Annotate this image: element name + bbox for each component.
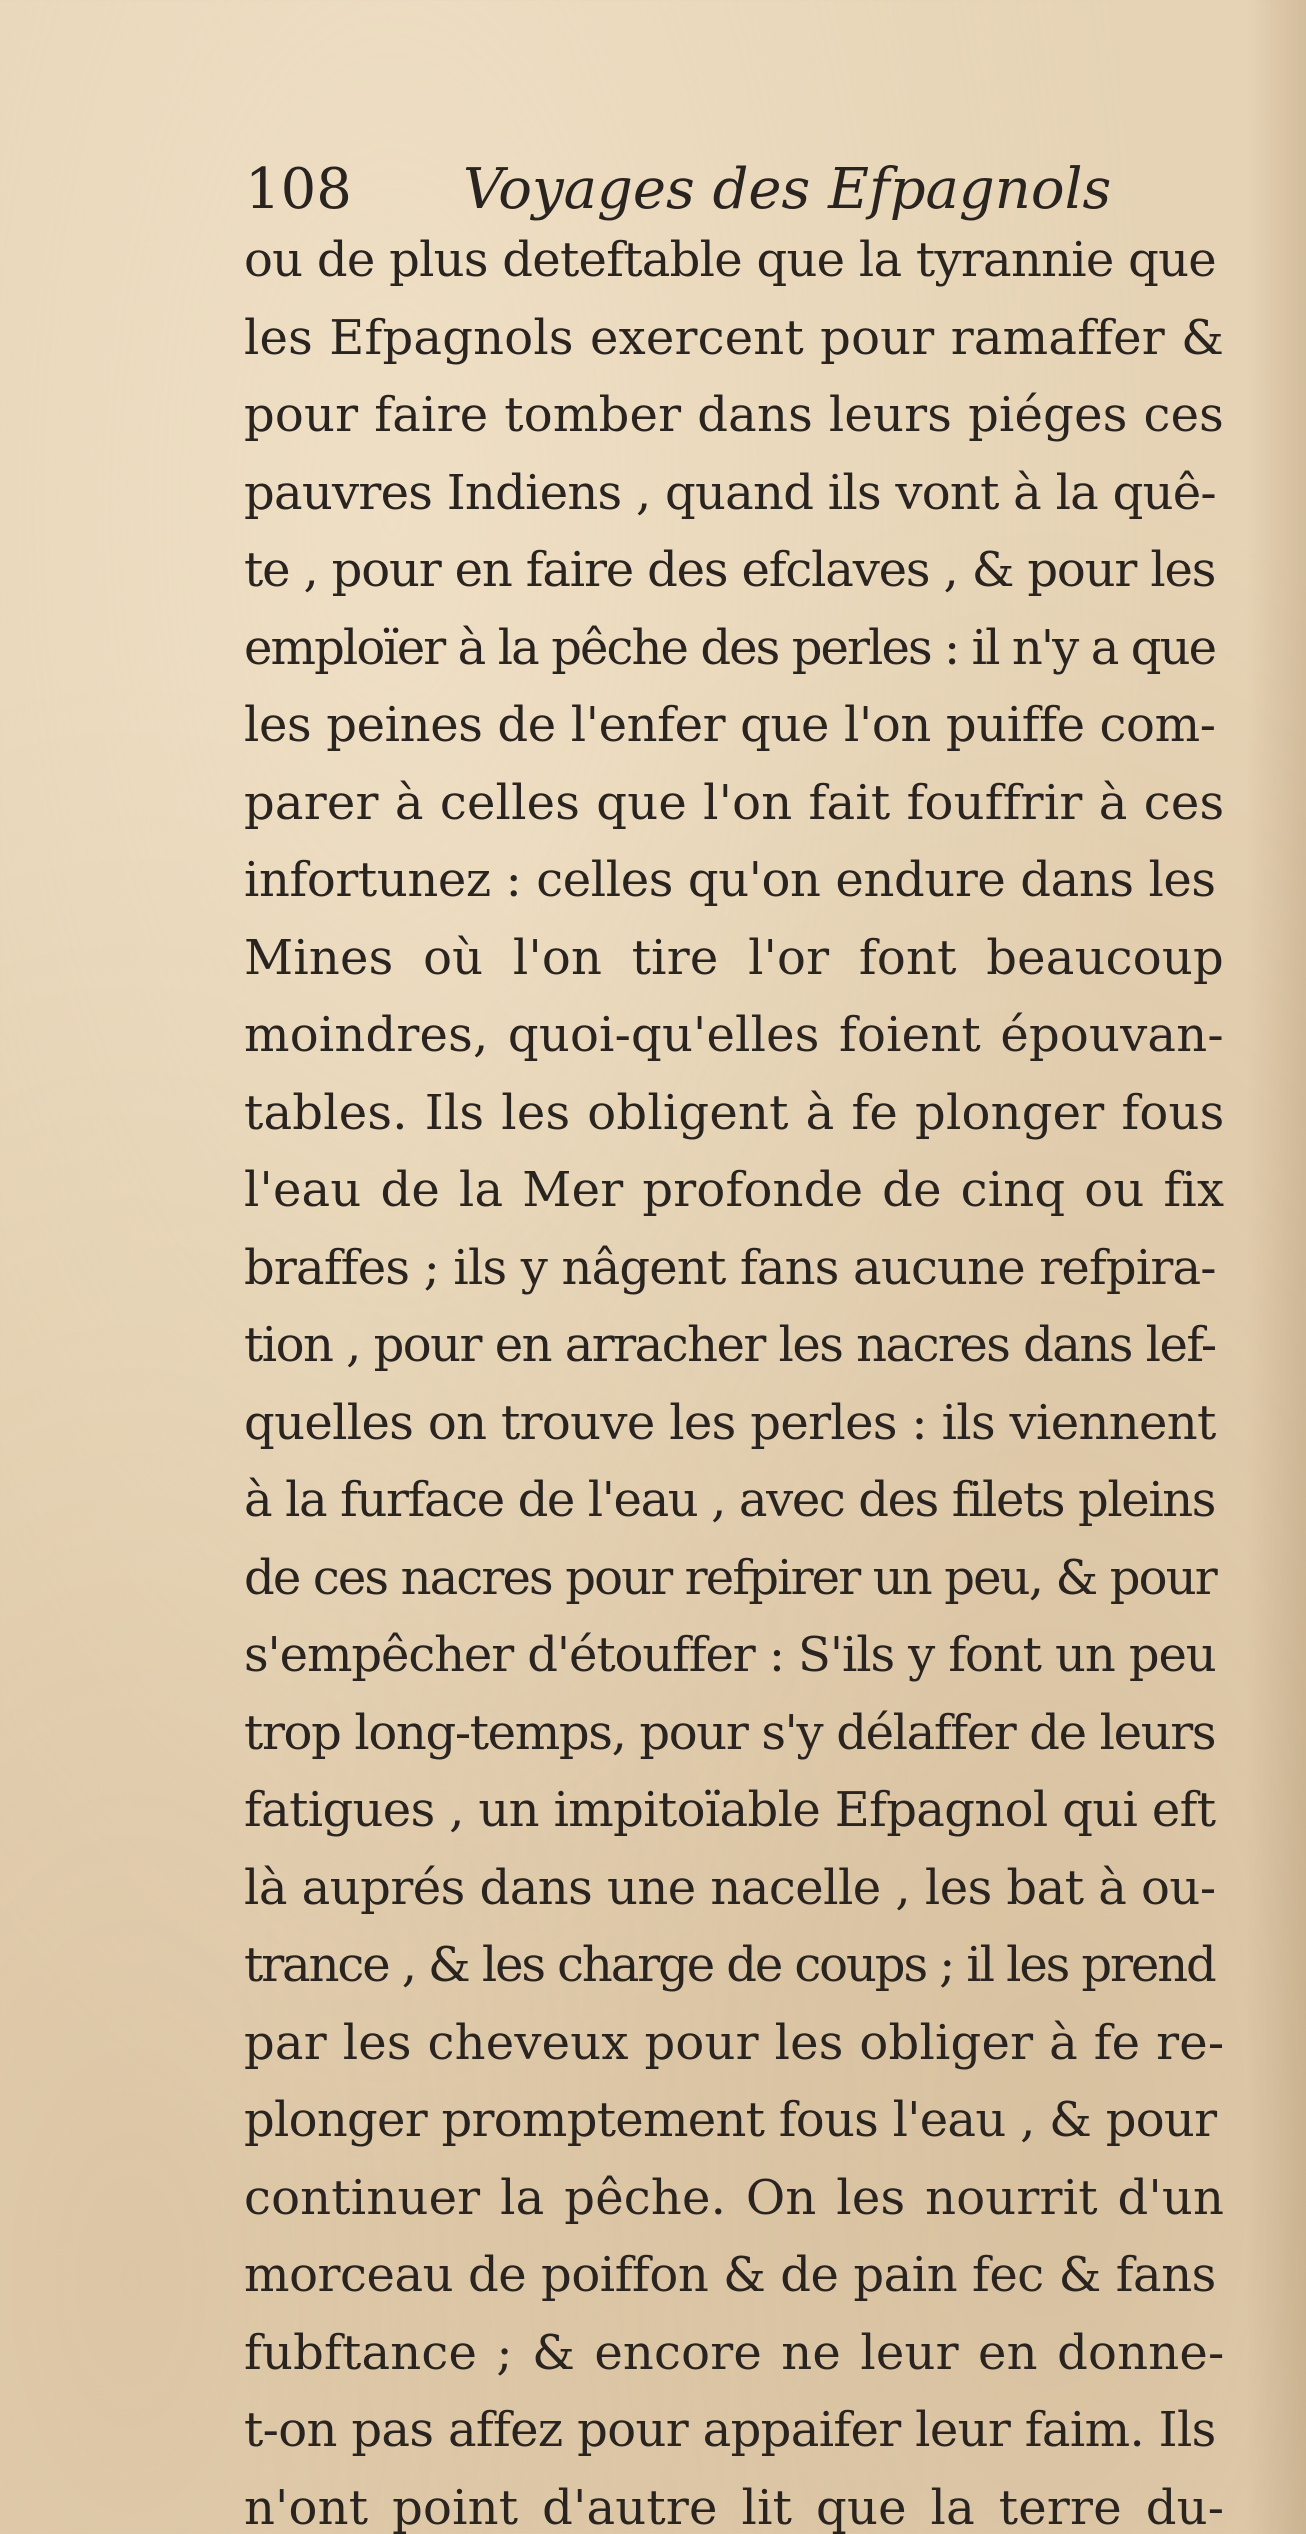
text-line: là auprés dans une nacelle , les bat à ou- (244, 1859, 1216, 1916)
text-line: t-on pas affez pour appaifer leur faim. Ils (244, 2402, 1216, 2458)
running-title: Voyages des Efpagnols (463, 157, 1112, 222)
page-header (245, 150, 1145, 230)
text-line: emploïer à la pêche des perles : il n'y a que (244, 619, 1216, 676)
text-line: parer à celles que l'on fait fouffrir à ces (244, 774, 1225, 831)
text-line: morceau de poiffon & de pain fec & fans (244, 2247, 1216, 2303)
text-line: quelles on trouve les perles : ils viennent (244, 1394, 1216, 1451)
text-line: n'ont point d'autre lit que la terre du- (244, 2479, 1225, 2534)
page-edge-shadow (1246, 0, 1306, 2534)
text-line: tables. Ils les obligent à fe plonger fous (244, 1084, 1225, 1141)
text-line: les Efpagnols exercent pour ramaffer & (244, 309, 1225, 366)
text-line: trance , & les charge de coups ; il les prend (244, 1937, 1215, 1993)
text-line: ou de plus deteftable que la tyrannie que (244, 232, 1216, 288)
text-line: les peines de l'enfer que l'on puiffe com- (244, 697, 1216, 753)
text-line: fatigues , un impitoïable Efpagnol qui eft (244, 1782, 1216, 1838)
body-text (244, 222, 1224, 2534)
text-line: l'eau de la Mer profonde de cinq ou fix (244, 1162, 1225, 1218)
text-line: pour faire tomber dans leurs piéges ces (244, 387, 1225, 443)
text-line: de ces nacres pour refpirer un peu, & pour (244, 1549, 1216, 1606)
text-line: moindres, quoi-qu'elles foient épouvan- (244, 1007, 1224, 1063)
text-line: trop long-temps, pour s'y délaffer de leurs (244, 1704, 1216, 1761)
text-line: pauvres Indiens , quand ils vont à la quê- (244, 464, 1216, 521)
page-number: 108 (245, 157, 352, 222)
text-line: à la furface de l'eau , avec des filets pleins (244, 1472, 1216, 1528)
text-line: braffes ; ils y nâgent fans aucune refpira- (244, 1239, 1216, 1296)
text-line: Mines où l'on tire l'or font beaucoup (244, 929, 1224, 986)
text-line: infortunez : celles qu'on endure dans les (244, 852, 1216, 908)
text-line: s'empêcher d'étouffer : S'ils y font un peu (244, 1627, 1216, 1683)
text-line: fubftance ; & encore ne leur en donne- (244, 2324, 1225, 2381)
text-line: par les cheveux pour les obliger à fe re- (244, 2014, 1225, 2071)
text-line: tion , pour en arracher les nacres dans lef- (244, 1317, 1216, 1373)
text-line: te , pour en faire des efclaves , & pour les (244, 542, 1216, 598)
text-line: plonger promptement fous l'eau , & pour (244, 2092, 1217, 2148)
text-line: continuer la pêche. On les nourrit d'un (244, 2169, 1225, 2226)
